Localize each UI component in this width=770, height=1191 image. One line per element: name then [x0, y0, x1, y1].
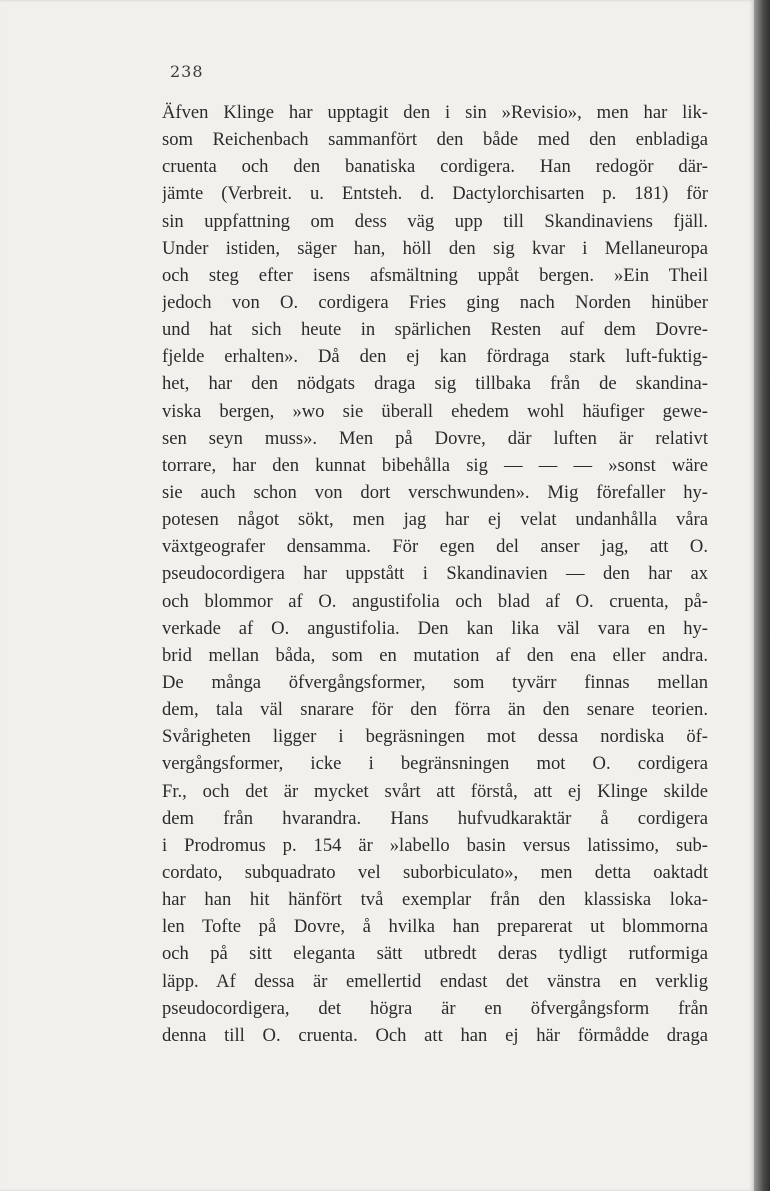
text-line: sen seyn muss». Men på Dovre, där luften är relativt [162, 427, 708, 449]
text-line: verkade af O. angustifolia. Den kan lika väl vara en hy- [162, 617, 708, 639]
text-line: fjelde erhalten». Då den ej kan fördraga stark luft-fuktig- [162, 346, 708, 368]
text-line: har han hit hänfört två exemplar från den klassiska loka- [162, 889, 708, 911]
text-line: cordato, subquadrato vel suborbiculato», men detta oaktadt [162, 861, 708, 883]
text-line: i Prodromus p. 154 är »labello basin versus latissimo, sub- [162, 834, 708, 856]
body-text [162, 99, 708, 1049]
text-line: och blommor af O. angustifolia och blad af O. cruenta, på- [162, 590, 708, 612]
text-line: dem, tala väl snarare för den förra än den senare teorien. [162, 699, 708, 721]
text-line: Svårigheten ligger i begräsningen mot dessa nordiska öf- [162, 726, 708, 748]
text-line: och på sitt eleganta sätt utbredt deras tydligt rutformiga [162, 943, 708, 965]
text-line: cruenta och den banatiska cordigera. Han redogör där- [162, 156, 708, 178]
text-line: und hat sich heute in spärlichen Resten auf dem Dovre- [162, 319, 708, 341]
text-line: jedoch von O. cordigera Fries ging nach Norden hinüber [162, 291, 708, 313]
text-line: torrare, har den kunnat bibehålla sig — — — »sonst wäre [162, 454, 708, 476]
text-line: Fr., och det är mycket svårt att förstå, att ej Klinge skilde [162, 780, 708, 802]
text-line: jämte (Verbreit. u. Entsteh. d. Dactylorchisarten p. 181) för [162, 183, 708, 205]
text-line: sie auch schon von dort verschwunden». Mig förefaller hy- [162, 481, 708, 503]
text-line: pseudocordigera, det högra är en öfvergångsform från [162, 997, 708, 1019]
text-line: viska bergen, »wo sie überall ehedem wohl häufiger gewe- [162, 400, 708, 422]
text-line: Äfven Klinge har upptagit den i sin »Revisio», men har lik- [162, 102, 708, 123]
text-line: dem från hvarandra. Hans hufvudkaraktär å cordigera [162, 807, 708, 829]
text-line: len Tofte på Dovre, å hvilka han preparerat ut blommorna [162, 916, 708, 938]
text-line: denna till O. cruenta. Och att han ej här förmådde draga [162, 1024, 708, 1046]
text-line: vergångsformer, icke i begränsningen mot O. cordigera [162, 753, 708, 775]
text-line: De många öfvergångsformer, som tyvärr finnas mellan [162, 671, 708, 693]
book-edge [754, 0, 770, 1191]
text-line: Under istiden, säger han, höll den sig kvar i Mellaneuropa [162, 237, 708, 259]
page-number: 238 [170, 62, 204, 81]
text-line: sin uppfattning om dess väg upp till Skandinaviens fjäll. [162, 210, 708, 232]
text-line: som Reichenbach sammanfört den både med den enbladiga [162, 129, 708, 151]
text-line: potesen något sökt, men jag har ej velat undanhålla våra [162, 509, 708, 531]
text-line: het, har den nödgats draga sig tillbaka från de skandina- [162, 373, 708, 395]
text-line: växtgeografer densamma. För egen del anser jag, att O. [162, 536, 708, 558]
text-line: brid mellan båda, som en mutation af den ena eller andra. [162, 644, 708, 666]
text-line: och steg efter isens afsmältning uppåt bergen. »Ein Theil [162, 264, 708, 286]
text-line: pseudocordigera har uppstått i Skandinavien — den har ax [162, 563, 708, 585]
text-line: läpp. Af dessa är emellertid endast det vänstra en verklig [162, 970, 708, 992]
